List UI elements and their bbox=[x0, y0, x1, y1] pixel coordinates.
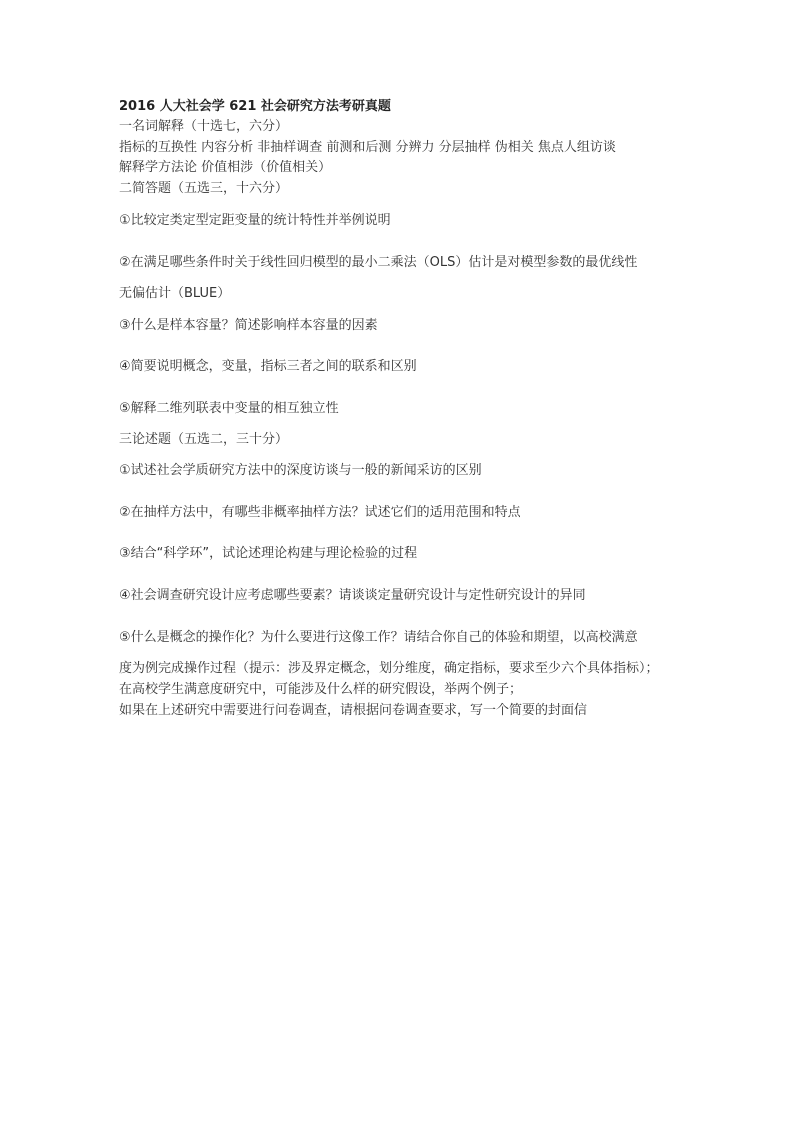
section2-question-2-line2: 无偏估计（BLUE） bbox=[119, 286, 231, 301]
section3-question-3: ③结合“科学环”，试论述理论构建与理论检验的过程 bbox=[119, 546, 418, 561]
section3-question-2: ②在抽样方法中，有哪些非概率抽样方法？试述它们的适用范围和特点 bbox=[119, 505, 521, 520]
section3-heading: 三论述题（五选二，三十分） bbox=[119, 432, 289, 447]
section1-heading: 一名词解释（十选七，六分） bbox=[119, 119, 289, 134]
section1-terms-line1: 指标的互换性 内容分析 非抽样调查 前测和后测 分辨力 分层抽样 伪相关 焦点人组访谈 bbox=[119, 140, 616, 155]
section2-question-3: ③什么是样本容量？简述影响样本容量的因素 bbox=[119, 318, 378, 333]
section2-question-1: ①比较定类定型定距变量的统计特性并举例说明 bbox=[119, 213, 391, 228]
section3-question-5-line1: ⑤什么是概念的操作化？为什么要进行这像工作？请结合你自己的体验和期望，以高校满意 bbox=[119, 630, 638, 645]
section2-question-5: ⑤解释二维列联表中变量的相互独立性 bbox=[119, 401, 339, 416]
section3-question-1: ①试述社会学质研究方法中的深度访谈与一般的新闻采访的区别 bbox=[119, 463, 482, 478]
section1-terms-line2: 解释学方法论 价值相涉（价值相关） bbox=[119, 160, 332, 175]
section2-question-2-line1: ②在满足哪些条件时关于线性回归模型的最小二乘法（OLS）估计是对模型参数的最优线性 bbox=[119, 255, 638, 270]
section3-question-5-line2: 度为例完成操作过程（提示：涉及界定概念，划分维度，确定指标，要求至少六个具体指标）； bbox=[119, 661, 659, 676]
section3-question-5-line3: 在高校学生满意度研究中，可能涉及什么样的研究假设，举两个例子； bbox=[119, 682, 523, 697]
section3-question-5-line4: 如果在上述研究中需要进行问卷调查，请根据问卷调查要求，写一个简要的封面信 bbox=[119, 703, 588, 718]
section2-heading: 二简答题（五选三，十六分） bbox=[119, 181, 289, 196]
section2-question-4: ④简要说明概念，变量，指标三者之间的联系和区别 bbox=[119, 359, 417, 374]
document-title: 2016 人大社会学 621 社会研究方法考研真题 bbox=[119, 99, 391, 114]
section3-question-4: ④社会调查研究设计应考虑哪些要素？请谈谈定量研究设计与定性研究设计的异同 bbox=[119, 588, 586, 603]
